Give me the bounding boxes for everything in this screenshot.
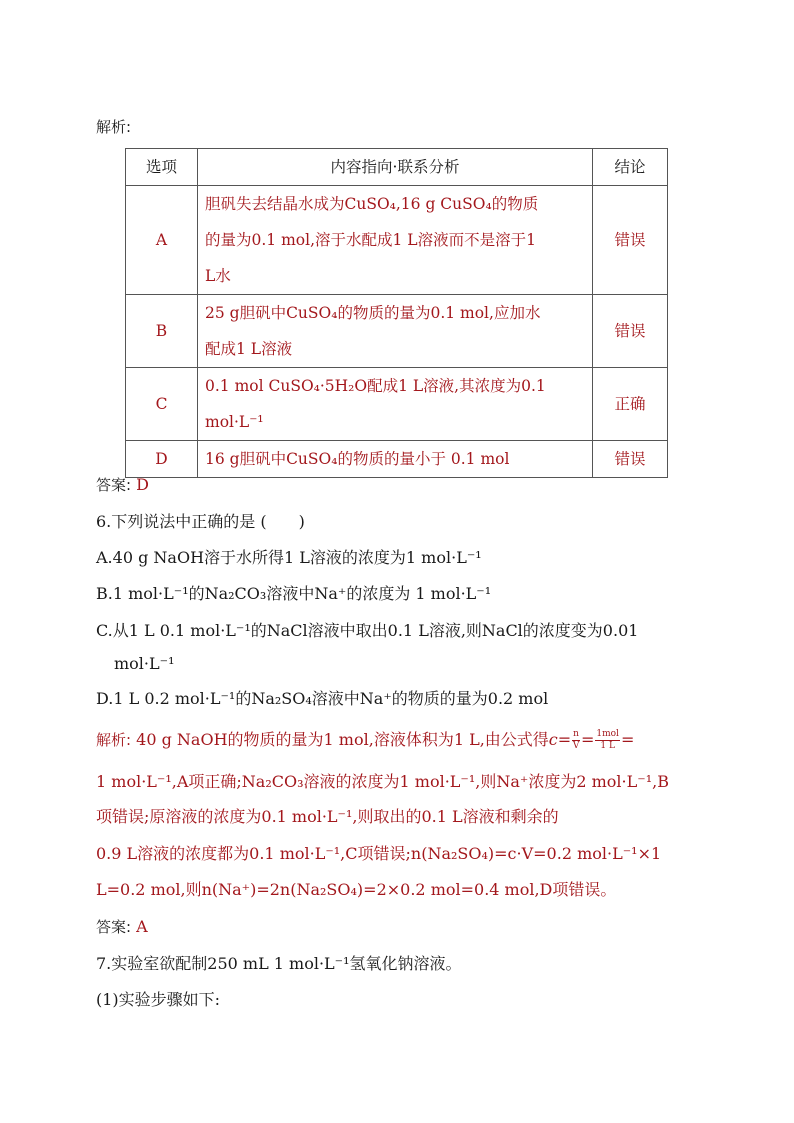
row-content xyxy=(198,368,593,441)
q6-option-c-continued: mol·L⁻¹ xyxy=(114,654,175,673)
answer-label: 答案: xyxy=(96,476,132,494)
q5-analysis-label: 解析: xyxy=(96,118,132,136)
q6-analysis-line-2: 1 mol·L⁻¹,A项正确;Na₂CO₃溶液的浓度为1 mol·L⁻¹,则Na⁺浓度为2 mol·L⁻¹,B xyxy=(96,772,669,791)
q6-option-c: C.从1 L 0.1 mol·L⁻¹的NaCl溶液中取出0.1 L溶液,则NaCl的浓度变为0.01 xyxy=(96,621,639,640)
analysis-eq: = xyxy=(580,730,595,749)
q6-option-a: A.40 g NaOH溶于水所得1 L溶液的浓度为1 mol·L⁻¹ xyxy=(96,548,482,567)
analysis-label: 解析: xyxy=(96,731,132,749)
header-content: 内容指向·联系分析 xyxy=(198,149,593,186)
q6-analysis-line-1 xyxy=(96,729,634,752)
row-content xyxy=(198,186,593,295)
table-row xyxy=(126,295,668,368)
analysis-eq: = xyxy=(620,730,635,749)
header-conclusion: 结论 xyxy=(593,149,668,186)
content-line: 16 g胆矾中CuSO₄的物质的量小于 0.1 mol xyxy=(205,450,510,468)
content-line: 配成1 L溶液 xyxy=(205,340,293,358)
q6-analysis-line-5: L=0.2 mol,则n(Na⁺)=2n(Na₂SO₄)=2×0.2 mol=0.4 mol,D项错误。 xyxy=(96,880,617,899)
fraction-numerator: n xyxy=(573,729,579,739)
q7-sub-question-1: (1)实验步骤如下: xyxy=(96,990,221,1009)
fraction-n-over-v xyxy=(572,729,580,752)
row-option: A xyxy=(126,186,198,295)
row-content xyxy=(198,295,593,368)
content-line: 0.1 mol CuSO₄·5H₂O配成1 L溶液,其浓度为0.1 xyxy=(205,377,546,395)
row-conclusion: 错误 xyxy=(593,186,668,295)
row-content xyxy=(198,441,593,478)
answer-value: A xyxy=(136,917,148,936)
q5-answer xyxy=(96,474,149,496)
analysis-text: 40 g NaOH的物质的量为1 mol,溶液体积为1 L,由公式得 xyxy=(136,730,549,749)
content-line: mol·L⁻¹ xyxy=(205,413,264,431)
fraction-denominator: 1 L xyxy=(600,741,615,751)
table-row xyxy=(126,441,668,478)
q7-stem: 7.实验室欲配制250 mL 1 mol·L⁻¹氢氧化钠溶液。 xyxy=(96,954,462,973)
fraction-1mol-over-1l xyxy=(595,729,620,752)
analysis-eq: = xyxy=(557,730,572,749)
answer-label: 答案: xyxy=(96,918,132,936)
answer-value: D xyxy=(136,475,149,494)
content-line: 的量为0.1 mol,溶于水配成1 L溶液而不是溶于1 xyxy=(205,231,536,249)
header-option: 选项 xyxy=(126,149,198,186)
q6-option-b: B.1 mol·L⁻¹的Na₂CO₃溶液中Na⁺的浓度为 1 mol·L⁻¹ xyxy=(96,584,492,603)
table-row xyxy=(126,368,668,441)
content-line: 胆矾失去结晶水成为CuSO₄,16 g CuSO₄的物质 xyxy=(205,195,539,213)
analysis-table xyxy=(125,148,668,478)
row-option: C xyxy=(126,368,198,441)
analysis-var-c: c xyxy=(548,730,558,749)
table-header-row xyxy=(126,149,668,186)
q6-option-d: D.1 L 0.2 mol·L⁻¹的Na₂SO₄溶液中Na⁺的物质的量为0.2 mol xyxy=(96,689,549,708)
row-option: B xyxy=(126,295,198,368)
content-line: L水 xyxy=(205,267,231,285)
row-conclusion: 错误 xyxy=(593,441,668,478)
content-line: 25 g胆矾中CuSO₄的物质的量为0.1 mol,应加水 xyxy=(205,304,541,322)
q6-analysis-line-4: 0.9 L溶液的浓度都为0.1 mol·L⁻¹,C项错误;n(Na₂SO₄)=c·V=0.2 mol·L⁻¹×1 xyxy=(96,844,662,863)
row-option: D xyxy=(126,441,198,478)
q6-answer xyxy=(96,916,148,938)
q6-analysis-line-3: 项错误;原溶液的浓度为0.1 mol·L⁻¹,则取出的0.1 L溶液和剩余的 xyxy=(96,807,559,826)
fraction-numerator: 1mol xyxy=(596,729,619,739)
row-conclusion: 错误 xyxy=(593,295,668,368)
row-conclusion: 正确 xyxy=(593,368,668,441)
fraction-denominator: V xyxy=(572,741,580,751)
table-row xyxy=(126,186,668,295)
q6-stem: 6.下列说法中正确的是 ( ) xyxy=(96,512,305,531)
